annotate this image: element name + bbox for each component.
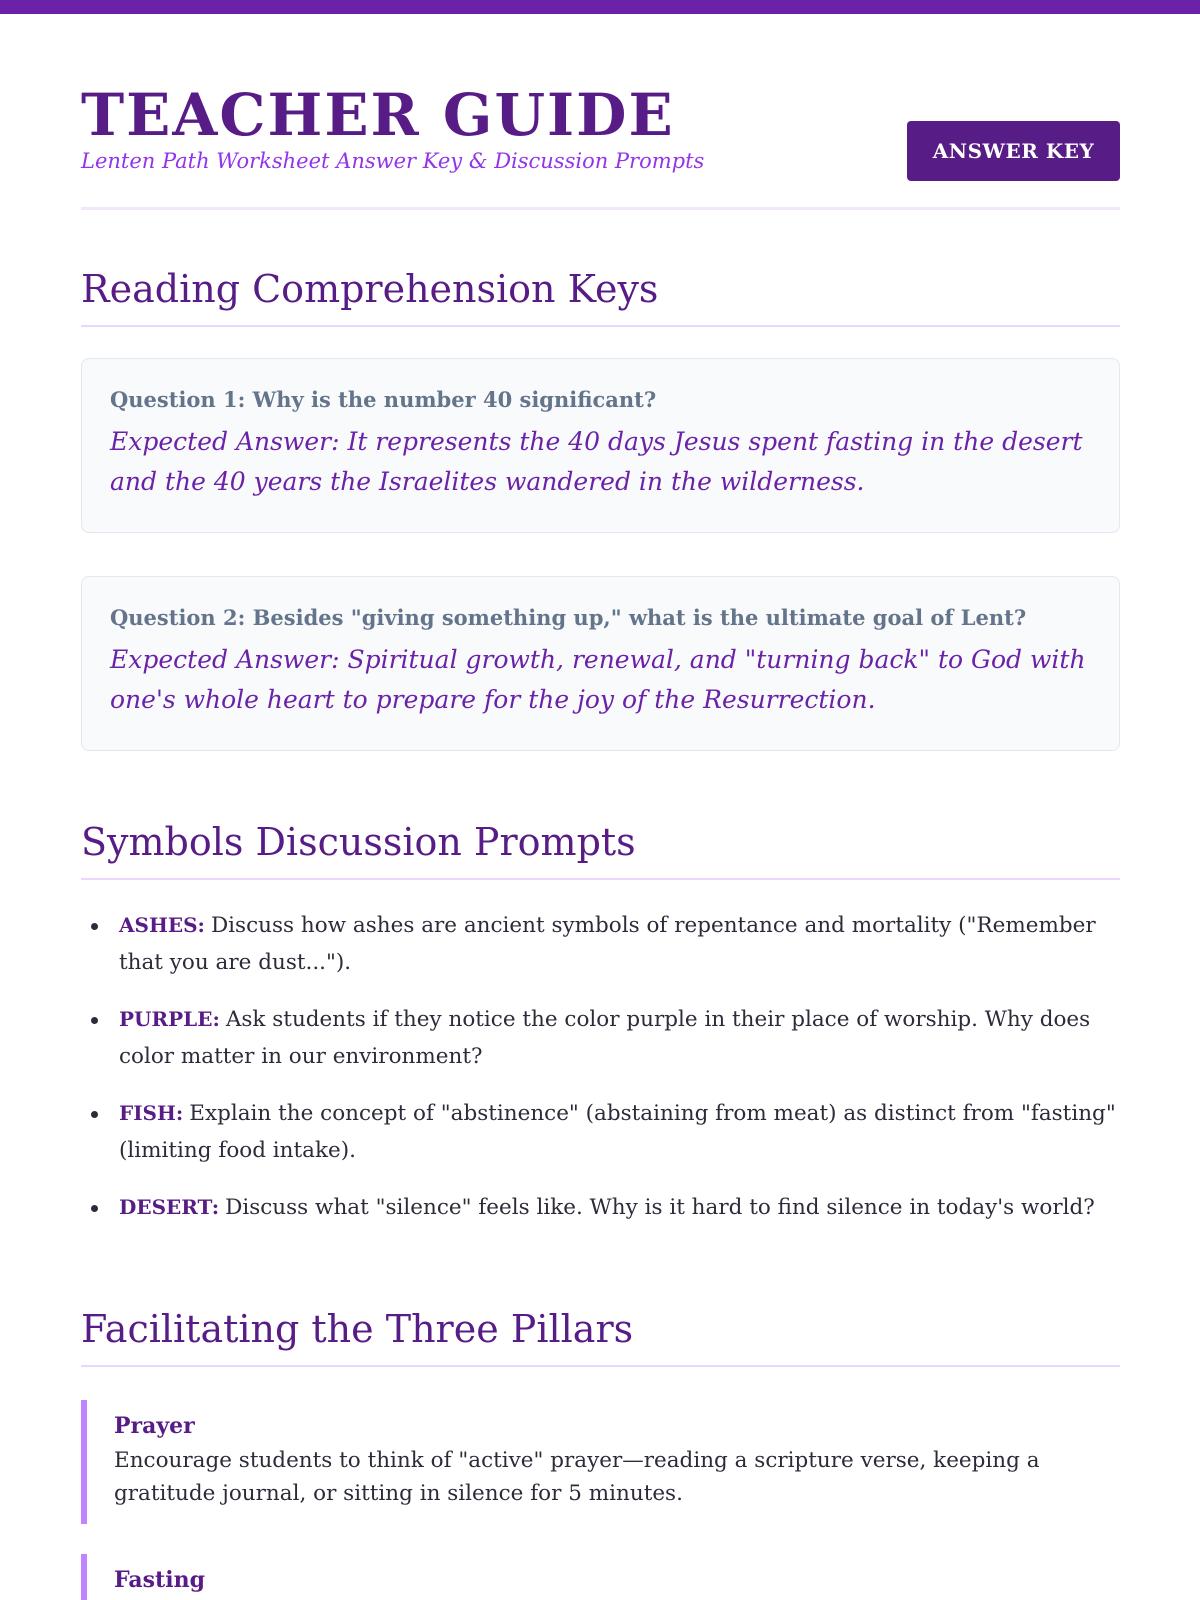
- symbol-text: Ask students if they notice the color purple in their place of worship. Why does color matter in our environment?: [119, 1007, 1091, 1069]
- symbol-term: ASHES:: [119, 913, 205, 937]
- qa-card: [81, 358, 1120, 533]
- pillars-section: [81, 1307, 1120, 1367]
- list-item: [81, 1189, 1120, 1226]
- symbols-heading: Symbols Discussion Prompts: [81, 820, 1120, 880]
- bullet-icon: [91, 923, 98, 930]
- list-item: [81, 907, 1120, 981]
- symbol-term: FISH:: [119, 1101, 184, 1125]
- answer-key-badge: ANSWER KEY: [907, 121, 1120, 181]
- pillar-card-prayer: [81, 1400, 1120, 1524]
- symbols-list: [81, 907, 1120, 1246]
- teacher-guide-page: [81, 14, 1120, 1593]
- bullet-icon: [91, 1205, 98, 1212]
- top-accent-bar: [0, 0, 1200, 14]
- bullet-icon: [91, 1111, 98, 1118]
- symbol-text: Discuss what "silence" feels like. Why is it hard to find silence in today's world?: [225, 1195, 1095, 1220]
- pillar-title: Fasting: [114, 1567, 205, 1593]
- qa-answer: Expected Answer: It represents the 40 days Jesus spent fasting in the desert and the 40 years the Israelites wandered in the wilderness.: [110, 427, 1083, 496]
- bullet-icon: [91, 1017, 98, 1024]
- symbol-term: PURPLE:: [119, 1007, 220, 1031]
- symbols-section: [81, 820, 1120, 880]
- pillars-heading: Facilitating the Three Pillars: [81, 1307, 1120, 1367]
- pillar-card-fasting: [81, 1554, 1120, 1600]
- symbol-text: Explain the concept of "abstinence" (abstaining from meat) as distinct from "fasting" (limiting food intake).: [119, 1101, 1116, 1163]
- page-title: TEACHER GUIDE: [81, 81, 675, 149]
- page-subtitle: Lenten Path Worksheet Answer Key & Discussion Prompts: [81, 149, 705, 173]
- list-item: [81, 1001, 1120, 1075]
- comprehension-section: [81, 267, 1120, 327]
- symbol-term: DESERT:: [119, 1195, 220, 1219]
- symbol-text: Discuss how ashes are ancient symbols of repentance and mortality ("Remember that you are dust...").: [119, 913, 1096, 975]
- qa-card: [81, 576, 1120, 751]
- list-item: [81, 1095, 1120, 1169]
- pillar-text: Encourage students to think of "active" prayer—reading a scripture verse, keeping a gratitude journal, or sitting in silence for 5 minutes.: [114, 1448, 1040, 1506]
- qa-question: Question 2: Besides "giving something up," what is the ultimate goal of Lent?: [110, 605, 1027, 630]
- pillar-title: Prayer: [114, 1413, 195, 1439]
- qa-question: Question 1: Why is the number 40 significant?: [110, 387, 657, 412]
- qa-answer: Expected Answer: Spiritual growth, renewal, and "turning back" to God with one's whole heart to prepare for the joy of the Resurrection.: [110, 645, 1086, 714]
- page-header: [81, 14, 1120, 210]
- comprehension-heading: Reading Comprehension Keys: [81, 267, 1120, 327]
